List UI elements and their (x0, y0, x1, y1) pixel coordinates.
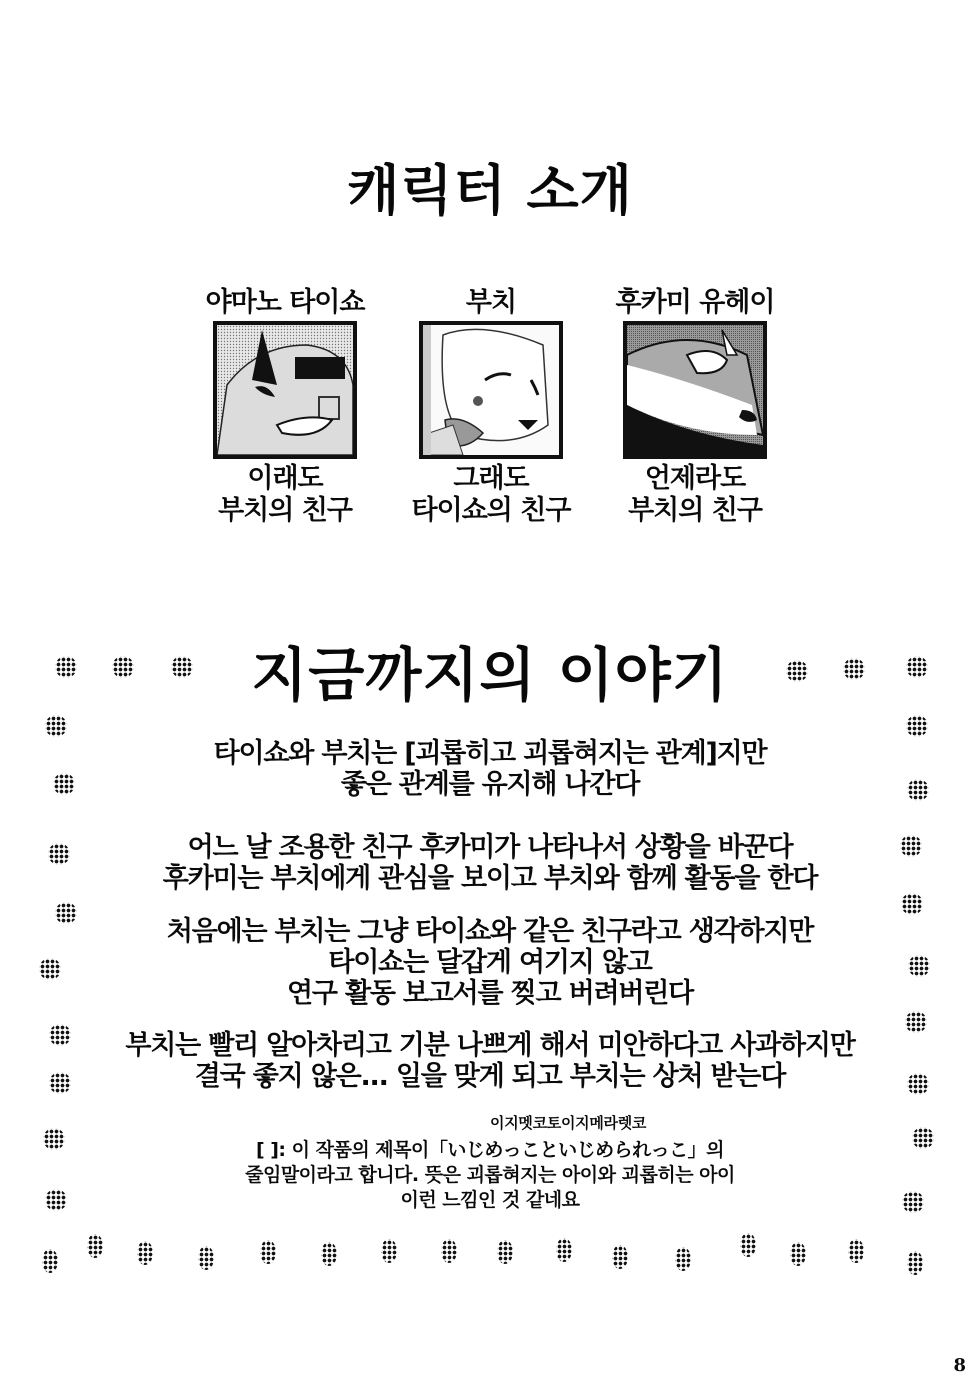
halftone-dot-icon (907, 1073, 929, 1095)
halftone-dot-icon (912, 1127, 934, 1149)
story-line: 타이쇼는 달갑게 여기지 않고 (328, 947, 652, 978)
halftone-dot-icon (53, 773, 75, 795)
character-portrait-fukami-icon (623, 321, 767, 459)
character-card-fukami (590, 285, 800, 527)
halftone-dot-icon (740, 1233, 756, 1257)
halftone-dot-icon (321, 1242, 337, 1266)
character-caption (386, 463, 596, 527)
halftone-dot-icon (556, 1238, 572, 1262)
characters-section-title: 캐릭터 소개 (347, 159, 633, 222)
page-number: 8 (953, 1355, 966, 1376)
halftone-dot-icon (905, 1011, 927, 1033)
story-paragraph (0, 832, 980, 894)
story-line: 좋은 관계를 유지해 나간다 (340, 769, 640, 800)
halftone-dot-icon (49, 1024, 71, 1046)
halftone-dot-icon (908, 955, 930, 977)
halftone-dot-icon (786, 660, 808, 682)
halftone-dot-icon (790, 1242, 806, 1266)
halftone-dot-icon (260, 1240, 276, 1264)
halftone-dot-icon (48, 843, 70, 865)
note-line: 이런 느낌인 것 같네요 (400, 1189, 580, 1211)
halftone-dot-icon (848, 1239, 864, 1263)
halftone-dot-icon (612, 1245, 628, 1269)
story-paragraph (0, 1030, 980, 1092)
halftone-dot-icon (112, 656, 134, 678)
halftone-dot-icon (55, 902, 77, 924)
halftone-dot-icon (137, 1241, 153, 1265)
halftone-dot-icon (55, 656, 77, 678)
halftone-dot-icon (497, 1240, 513, 1264)
halftone-dot-icon (906, 656, 928, 678)
story-section-title: 지금까지의 이야기 (251, 641, 729, 709)
halftone-dot-icon (45, 1189, 67, 1211)
halftone-dot-icon (45, 715, 67, 737)
halftone-dot-icon (907, 1251, 923, 1275)
story-paragraph (0, 738, 980, 800)
halftone-dot-icon (49, 1072, 71, 1094)
ruby-reading: 이지멧코토이지메라렛코 (490, 1114, 647, 1132)
halftone-dot-icon (843, 658, 865, 680)
halftone-dot-icon (441, 1239, 457, 1263)
character-portrait-buchi-icon (419, 321, 563, 459)
halftone-dot-icon (43, 1128, 65, 1150)
note-line: 줄임말이라고 합니다. 뜻은 괴롭혀지는 아이와 괴롭히는 아이 (245, 1164, 735, 1186)
halftone-dot-icon (171, 656, 193, 678)
story-line: 후카미는 부치에게 관심을 보이고 부치와 함께 활동을 한다 (162, 863, 818, 894)
story-line: 부치는 빨리 알아차리고 기분 나쁘게 해서 미안하다고 사과하지만 (125, 1030, 855, 1061)
story-paragraph (0, 916, 980, 1009)
halftone-dot-icon (907, 779, 929, 801)
story-line: 처음에는 부치는 그냥 타이쇼와 같은 친구라고 생각하지만 (166, 916, 814, 947)
caption-line: 부치의 친구 (218, 495, 352, 526)
character-caption (180, 463, 390, 527)
story-line: 타이쇼와 부치는 [괴롭히고 괴롭혀지는 관계]지만 (213, 738, 767, 769)
halftone-dot-icon (87, 1234, 103, 1258)
halftone-dot-icon (198, 1246, 214, 1270)
caption-line: 언제라도 (644, 463, 746, 494)
halftone-dot-icon (39, 958, 61, 980)
note-line: [ ]: 이 작품의 제목이「いじめっこといじめられっこ」의 (255, 1139, 725, 1161)
character-card-buchi (386, 285, 596, 527)
caption-line: 그래도 (453, 463, 529, 494)
halftone-dot-icon (902, 1191, 924, 1213)
halftone-dot-icon (675, 1247, 691, 1271)
halftone-dot-icon (901, 893, 923, 915)
character-card-taisho (180, 285, 390, 527)
character-name: 야마노 타이쇼 (205, 287, 365, 318)
halftone-dot-icon (900, 835, 922, 857)
character-name: 후카미 유헤이 (615, 287, 775, 318)
character-portrait-taisho-icon (213, 321, 357, 459)
halftone-dot-icon (381, 1239, 397, 1263)
caption-line: 이래도 (247, 463, 323, 494)
character-name: 부치 (465, 287, 517, 318)
caption-line: 타이쇼의 친구 (411, 495, 571, 526)
caption-line: 부치의 친구 (628, 495, 762, 526)
story-line: 연구 활동 보고서를 찢고 버려버린다 (286, 978, 694, 1009)
halftone-dot-icon (906, 715, 928, 737)
story-line: 어느 날 조용한 친구 후카미가 나타나서 상황을 바꾼다 (187, 832, 793, 863)
halftone-dot-icon (42, 1249, 58, 1273)
story-line: 결국 좋지 않은... 일을 맞게 되고 부치는 상처 받는다 (194, 1061, 786, 1092)
character-caption (590, 463, 800, 527)
translator-note (0, 1138, 980, 1213)
